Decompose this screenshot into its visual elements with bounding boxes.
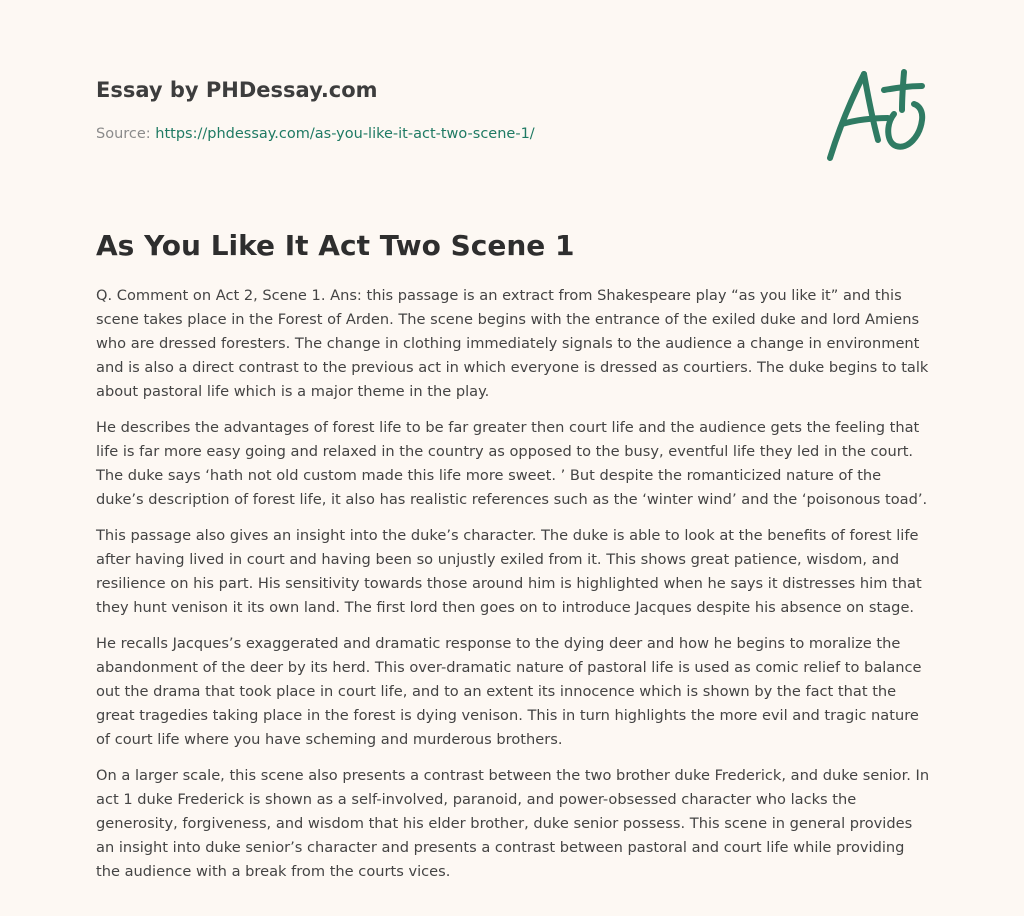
essay-paragraph: Q. Comment on Act 2, Scene 1. Ans: this passage is an extract from Shakespeare play “as you like it” and this scene takes place in the Forest of Arden. The scene begins with the entrance of the exiled duke and lord Amiens who are dressed foresters. The change in clothing immediately signals to the audience a change in environment and is also a direct contrast to the previous act in which everyone is dressed as courtiers. The duke begins to talk about pastoral life which is a major theme in the play. <box>96 287 929 400</box>
a-plus-logo-icon <box>818 66 930 166</box>
brand-title: Essay by PHDessay.com <box>96 78 378 102</box>
essay-paragraph: He describes the advantages of forest life to be far greater then court life and the audience gets the feeling that life is far more easy going and relaxed in the country as opposed to the busy, eventful life they led in the court. The duke says ‘hath not old custom made this life more sweet. ’ But despite the romanticized nature of the duke’s description of forest life, it also has realistic references such as the ‘winter wind’ and the ‘poisonous toad’. <box>96 419 928 508</box>
essay-paragraph: He recalls Jacques’s exaggerated and dramatic response to the dying deer and how he begins to moralize the abandonment of the deer by its herd. This over-dramatic nature of pastoral life is used as comic relief to balance out the drama that took place in court life, and to an extent its innocence which is shown by the fact that the great tragedies taking place in the forest is dying venison. This in turn highlights the more evil and tragic nature of court life where you have scheming and murderous brothers. <box>96 635 922 748</box>
source-link[interactable]: https://phdessay.com/as-you-like-it-act-two-scene-1/ <box>155 126 535 142</box>
essay-paragraph: This passage also gives an insight into the duke’s character. The duke is able to look at the benefits of forest life after having lived in court and having been so unjustly exiled from it. This shows great patience, wisdom, and resilience on his part. His sensitivity towards those around him is highlighted when he says it distresses him that they hunt venison it its own land. The first lord then goes on to introduce Jacques despite his absence on stage. <box>96 527 922 616</box>
page-header <box>96 76 796 144</box>
essay-body <box>96 284 932 896</box>
source-line <box>96 124 796 144</box>
essay-paragraph: On a larger scale, this scene also presents a contrast between the two brother duke Frederick, and duke senior. In act 1 duke Frederick is shown as a self-involved, paranoid, and power-obsessed character who lacks the generosity, forgiveness, and wisdom that his elder brother, duke senior possess. This scene in general provides an insight into duke senior’s character and presents a contrast between pastoral and court life while providing the audience with a break from the courts vices. <box>96 767 930 880</box>
essay-title: As You Like It Act Two Scene 1 <box>96 229 575 262</box>
source-label: Source: <box>96 126 151 142</box>
